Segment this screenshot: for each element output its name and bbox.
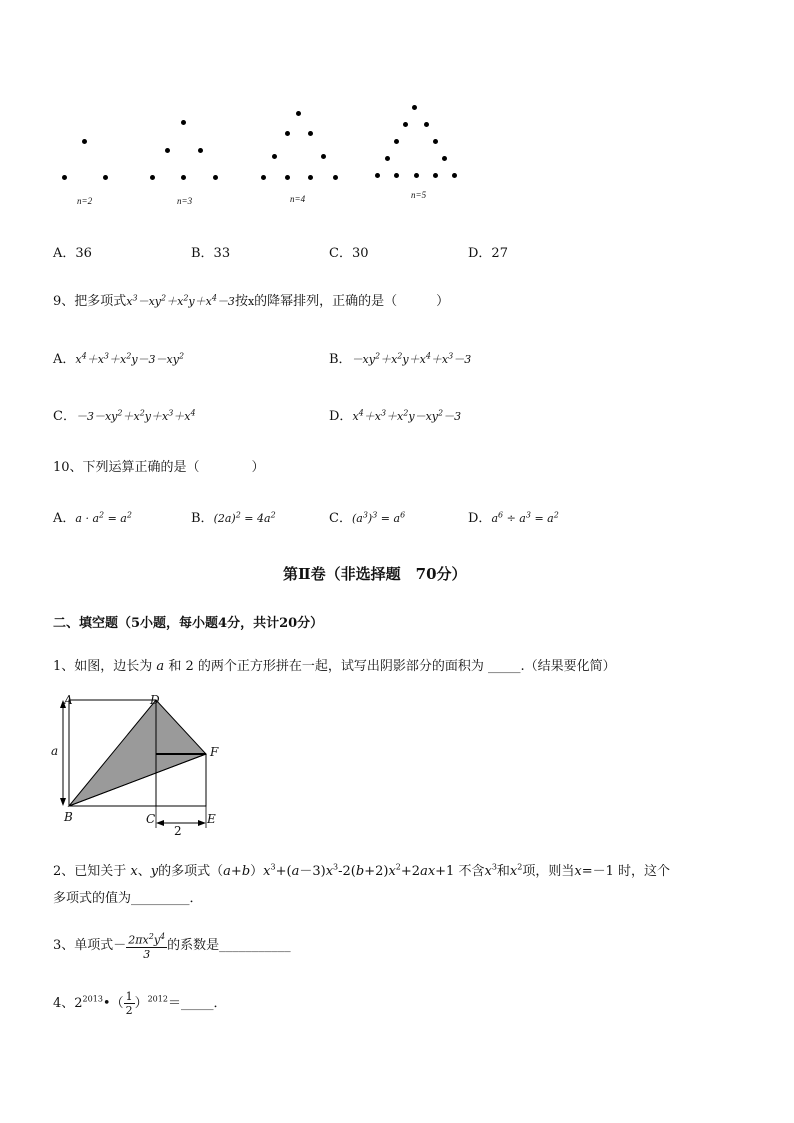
label-2: 2 xyxy=(174,824,182,838)
dot xyxy=(442,156,447,161)
dot xyxy=(150,175,155,180)
dot xyxy=(414,173,419,178)
dot xyxy=(296,111,301,116)
q8-option-a: A．36 xyxy=(53,246,92,261)
dot xyxy=(103,175,108,180)
dot xyxy=(285,131,290,136)
q8-option-b: B．33 xyxy=(191,246,231,261)
dot xyxy=(385,156,390,161)
dot xyxy=(261,175,266,180)
q9-option-c: C．$-3-xy^2+x^2y+x^3+x^4$ xyxy=(53,408,196,424)
dot xyxy=(198,148,203,153)
dot xyxy=(412,105,417,110)
part2-title: 第Ⅱ卷（非选择题 70分） xyxy=(283,565,467,583)
q10-option-a: A．$a \cdot a^2 = a^2$ xyxy=(53,510,132,526)
dot xyxy=(285,175,290,180)
q9-option-a: A．$x^4+x^3+x^2y-3-xy^2$ xyxy=(53,351,185,367)
fill-q1: 1、如图，边长为 a 和 2 的两个正方形拼在一起，试写出阴影部分的面积为 _____.（结果要化简） xyxy=(53,659,616,674)
square-diagram xyxy=(48,692,228,832)
dot xyxy=(181,120,186,125)
label-D: D xyxy=(150,693,160,707)
label-C: C xyxy=(146,812,156,826)
dot xyxy=(394,173,399,178)
fig-caption-n2: n=2 xyxy=(77,196,93,206)
fill-q2-line2: 多项式的值为_________． xyxy=(53,891,203,906)
dot xyxy=(452,173,457,178)
label-A: A xyxy=(64,693,73,707)
dot xyxy=(433,173,438,178)
dot xyxy=(333,175,338,180)
dot xyxy=(308,131,313,136)
label-B: B xyxy=(64,810,73,824)
q10-stem: 10、下列运算正确的是（ ） xyxy=(53,460,265,475)
fig-caption-n3: n=3 xyxy=(177,196,193,206)
q8-option-c: C．30 xyxy=(329,246,369,261)
dot xyxy=(272,154,277,159)
dot xyxy=(82,139,87,144)
fig-caption-n5: n=5 xyxy=(411,190,427,200)
dot xyxy=(403,122,408,127)
label-E: E xyxy=(207,812,216,826)
fill-q3: 3、单项式－ $\frac{2\pi x^2y^4}{3}$ 的系数是___________ xyxy=(53,932,291,961)
q9-stem: 9、把多项式$x^3-xy^2+x^2y+x^4-3$按x的降幂排列，正确的是（ ） xyxy=(53,293,450,309)
dot xyxy=(321,154,326,159)
fig-caption-n4: n=4 xyxy=(290,194,306,204)
label-a: a xyxy=(51,744,59,758)
label-F: F xyxy=(210,745,219,759)
dot xyxy=(424,122,429,127)
dot xyxy=(213,175,218,180)
dot xyxy=(308,175,313,180)
q8-option-d: D．27 xyxy=(468,246,508,261)
dot xyxy=(375,173,380,178)
dot xyxy=(165,148,170,153)
section2-title: 二、填空题（5小题，每小题4分，共计20分） xyxy=(53,616,324,631)
dot xyxy=(62,175,67,180)
q10-option-b: B．$(2a)^2 = 4a^2$ xyxy=(191,510,276,526)
q9-option-d: D．$x^4+x^3+x^2y-xy^2-3$ xyxy=(329,408,462,424)
dot xyxy=(181,175,186,180)
dot xyxy=(433,139,438,144)
fill-q4: 4、$2^{2013}•$（ $\frac{1}{2}$ ）$^{2012}$＝_____． xyxy=(53,990,227,1017)
dot xyxy=(394,139,399,144)
q10-option-d: D．$a^6 \div a^3 = a^2$ xyxy=(468,510,559,526)
q10-option-c: C．$(a^3)^3 = a^6$ xyxy=(329,510,406,526)
q9-option-b: B．$-xy^2+x^2y+x^4+x^3-3$ xyxy=(329,351,472,367)
fill-q2-line1: 2、已知关于 x、y的多项式$(a+b)x^3+(a-3)x^3-2(b+2)x^2+2ax+1$ 不含$x^3$和$x^2$项，则当x=－1 时，这个 xyxy=(53,862,671,879)
